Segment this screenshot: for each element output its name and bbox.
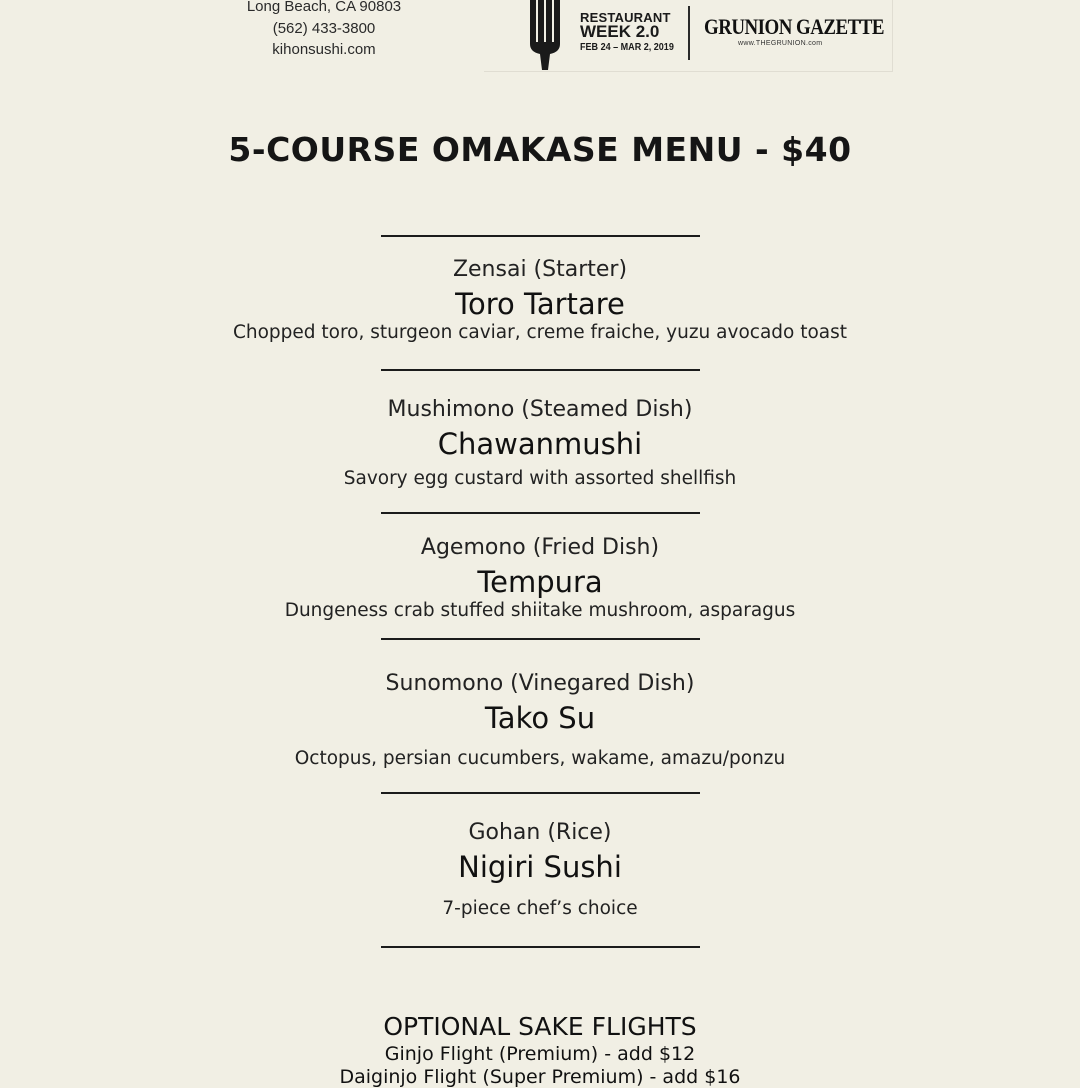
banner-divider bbox=[688, 6, 690, 60]
course-description: Savory egg custard with assorted shellfish bbox=[343, 468, 737, 489]
phone-number: (562) 433-3800 bbox=[272, 20, 376, 37]
divider bbox=[381, 369, 700, 371]
event-name-line1: RESTAURANT bbox=[580, 10, 671, 25]
sake-flight-item: Ginjo Flight (Premium) - add $12 bbox=[384, 1043, 696, 1065]
divider bbox=[381, 512, 700, 514]
course-description: 7-piece chef’s choice bbox=[442, 898, 638, 919]
course-description: Octopus, persian cucumbers, wakame, amazu/ponzu bbox=[294, 748, 786, 769]
course-category: Mushimono (Steamed Dish) bbox=[387, 397, 693, 422]
divider bbox=[381, 946, 700, 948]
course-category: Agemono (Fried Dish) bbox=[420, 535, 660, 560]
website-link[interactable]: kihonsushi.com bbox=[272, 41, 376, 58]
menu-title: 5-COURSE OMAKASE MENU - $40 bbox=[228, 130, 852, 169]
course-description: Chopped toro, sturgeon caviar, creme fraiche, yuzu avocado toast bbox=[232, 322, 848, 343]
course-description: Dungeness crab stuffed shiitake mushroom, asparagus bbox=[284, 600, 796, 621]
course-category: Gohan (Rice) bbox=[468, 820, 612, 845]
course-category: Sunomono (Vinegared Dish) bbox=[385, 671, 695, 696]
sponsor-url: www.THEGRUNION.com bbox=[738, 40, 823, 47]
course-dish: Tako Su bbox=[484, 701, 596, 735]
course-dish: Toro Tartare bbox=[455, 287, 625, 321]
course-dish: Chawanmushi bbox=[437, 427, 643, 461]
course-dish: Nigiri Sushi bbox=[458, 850, 622, 884]
event-name-line2: WEEK 2.0 bbox=[580, 22, 660, 41]
divider bbox=[381, 792, 700, 794]
sponsor-banner bbox=[484, 0, 893, 72]
course-category: Zensai (Starter) bbox=[452, 257, 628, 282]
divider bbox=[381, 638, 700, 640]
divider bbox=[381, 235, 700, 237]
sake-flight-item: Daiginjo Flight (Super Premium) - add $16 bbox=[339, 1066, 741, 1088]
sake-flights-title: OPTIONAL SAKE FLIGHTS bbox=[383, 1012, 697, 1041]
event-dates: FEB 24 – MAR 2, 2019 bbox=[580, 41, 674, 53]
address-line: Long Beach, CA 90803 bbox=[246, 0, 402, 15]
fork-icon bbox=[526, 0, 566, 70]
course-dish: Tempura bbox=[477, 565, 603, 599]
sponsor-logo: GRUNION GAZETTE bbox=[704, 14, 884, 39]
